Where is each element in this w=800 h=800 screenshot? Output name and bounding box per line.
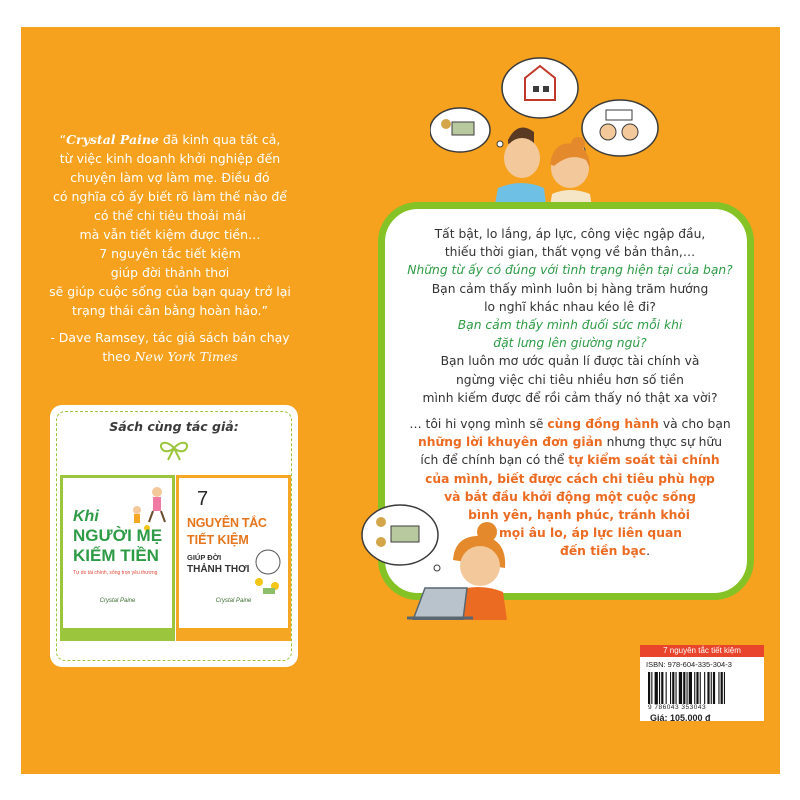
frame-question: Bạn cảm thấy mình đuối sức mỗi khi: [457, 318, 683, 333]
quote-author-name: Crystal Paine: [66, 132, 159, 147]
frame-line: ngừng việc chi tiêu nhiều hơn số tiền: [456, 372, 684, 387]
barcode-bar: [713, 672, 715, 704]
closing-highlight: tự kiểm soát tài chính: [568, 453, 720, 468]
barcode-bar: [659, 672, 660, 704]
quote-line: sẽ giúp cuộc sống của bạn quay trở lại: [49, 284, 291, 299]
attrib-prefix: theo: [102, 349, 135, 364]
testimonial-quote: [40, 130, 300, 366]
barcode-bar: [696, 672, 698, 704]
book2-title-nguyen-tac: NGUYÊN TẮC: [187, 516, 267, 530]
barcode-bar: [724, 672, 725, 704]
barcode-bar: [687, 672, 688, 704]
barcode-bar: [683, 672, 685, 704]
barcode-number: 9 786043 353043: [648, 704, 707, 711]
closing-highlight: đến tiền bạc: [560, 544, 647, 559]
barcode-bar: [707, 672, 709, 704]
frame-line: thiếu thời gian, thất vọng về bản thân,…: [444, 245, 696, 260]
closing-text: và cho bạn: [658, 417, 731, 432]
barcode-bar: [670, 672, 671, 704]
barcode-bar: [689, 672, 692, 704]
isbn-text: ISBN: 978-604-335-304-3: [646, 660, 732, 669]
book-cover-7-nguyen-tac[interactable]: [176, 475, 291, 641]
quote-line: mà vẫn tiết kiệm được tiền…: [79, 227, 261, 242]
closing-text: ích để chính bạn có thể: [420, 453, 569, 468]
quote-attribution: - Dave Ramsey, tác giả sách bán chạy: [50, 330, 290, 345]
barcode-bar: [694, 672, 695, 704]
barcode-bar: [700, 672, 701, 704]
book2-title-tiet-kiem: TIẾT KIỆM: [187, 533, 249, 547]
quote-attribution-source: [40, 347, 300, 366]
barcode-bar: [666, 672, 667, 704]
frame-closing-line: mọi âu lo, áp lực liên quan: [498, 526, 682, 541]
quote-line: trạng thái cân bằng hoàn hảo.”: [72, 303, 268, 318]
book1-title-khi: Khi: [73, 508, 99, 525]
frame-line: mình kiếm được để rồi cảm thấy nó thật xa vời?: [422, 390, 718, 405]
quote-open-mark: “: [59, 132, 67, 147]
barcode-bar: [651, 672, 652, 704]
woman-with-laptop-illustration: [355, 490, 515, 620]
book1-title-nguoi-me: NGƯỜI MẸ: [73, 526, 163, 545]
frame-line: lo nghĩ khác nhau kéo lê đi?: [484, 299, 656, 314]
barcode-bar: [661, 672, 663, 704]
book2-bottom-strip: [179, 628, 288, 638]
frame-question: Những từ ấy có đúng với tình trạng hiện tại của bạn?: [407, 263, 733, 278]
frame-closing-line: của mình, biết được cách chi tiêu phù hợp: [425, 471, 715, 486]
money-tree-illustration-icon: [249, 548, 287, 598]
barcode-bar: [648, 672, 650, 704]
closing-text: nhưng thực sự hữu: [602, 435, 723, 450]
closing-text: … tôi hi vọng mình sẽ: [409, 417, 548, 432]
quote-line: có thể chi tiêu thoải mái: [93, 208, 247, 223]
price-text: Giá: 105.000 đ: [650, 713, 711, 723]
frame-closing-line: [400, 433, 740, 451]
book1-title-kiem-tien: KIẾM TIỀN: [73, 546, 159, 565]
quote-line: có nghĩa cô ấy biết rõ làm thế nào để: [53, 189, 287, 204]
quote-line: đã kinh qua tất cả,: [158, 132, 281, 147]
book-cover-khi-nguoi-me-kiem-tien[interactable]: [60, 475, 175, 641]
newspaper-name: New York Times: [134, 349, 238, 364]
book1-author: Crystal Paine: [99, 598, 136, 604]
book1-bottom-strip: [63, 628, 172, 638]
barcode-bar: [679, 672, 682, 704]
frame-closing-line: [400, 415, 740, 433]
frame-closing-line: bình yên, hạnh phúc, tránh khỏi: [468, 508, 690, 523]
closing-highlight: những lời khuyên đơn giản: [417, 435, 603, 450]
barcode-bar: [672, 672, 674, 704]
frame-line: Bạn luôn mơ ước quản lí được tài chính và: [440, 354, 700, 369]
barcode-bar: [721, 672, 723, 704]
closing-highlight: cùng đồng hành: [547, 417, 659, 432]
frame-closing-line: [400, 451, 740, 469]
frame-question: đặt lưng lên giường ngủ?: [493, 336, 647, 351]
frame-closing-line: và bắt đầu khởi động một cuộc sống: [444, 489, 696, 504]
barcode-bar: [676, 672, 677, 704]
frame-line: Tất bật, lo lắng, áp lực, công việc ngập đầu,: [434, 227, 706, 241]
barcode-bars: [648, 672, 760, 704]
book-title-tag: 7 nguyên tắc tiết kiệm: [640, 645, 764, 657]
frame-line: Bạn cảm thấy mình luôn bị hàng trăm hướng: [431, 281, 709, 296]
barcode-bar: [711, 672, 712, 704]
closing-text: .: [646, 544, 650, 559]
barcode-bar: [704, 672, 705, 704]
book1-subtitle: Tự do tài chính, sống trọn yêu thương: [73, 570, 158, 576]
book2-title-thanh-thoi: THẢNH THƠI: [187, 564, 250, 575]
quote-line: từ việc kinh doanh khởi nghiệp đến: [59, 151, 281, 166]
barcode-bar: [718, 672, 719, 704]
book2-title-giup-doi: GIÚP ĐỜI: [187, 553, 222, 562]
quote-line: chuyện làm vợ làm mẹ. Điều đó: [70, 170, 270, 185]
quote-line: giúp đời thảnh thơi: [110, 265, 230, 280]
related-books-title: Sách cùng tác giả:: [109, 419, 239, 434]
worried-couple-illustration: [430, 40, 680, 220]
ribbon-bow-icon: [156, 439, 192, 461]
quote-line: 7 nguyên tắc tiết kiệm: [99, 246, 241, 261]
book2-author: Crystal Paine: [215, 598, 252, 604]
related-books-panel: [50, 405, 298, 667]
barcode-bar: [655, 672, 658, 704]
book2-number: 7: [197, 488, 209, 510]
